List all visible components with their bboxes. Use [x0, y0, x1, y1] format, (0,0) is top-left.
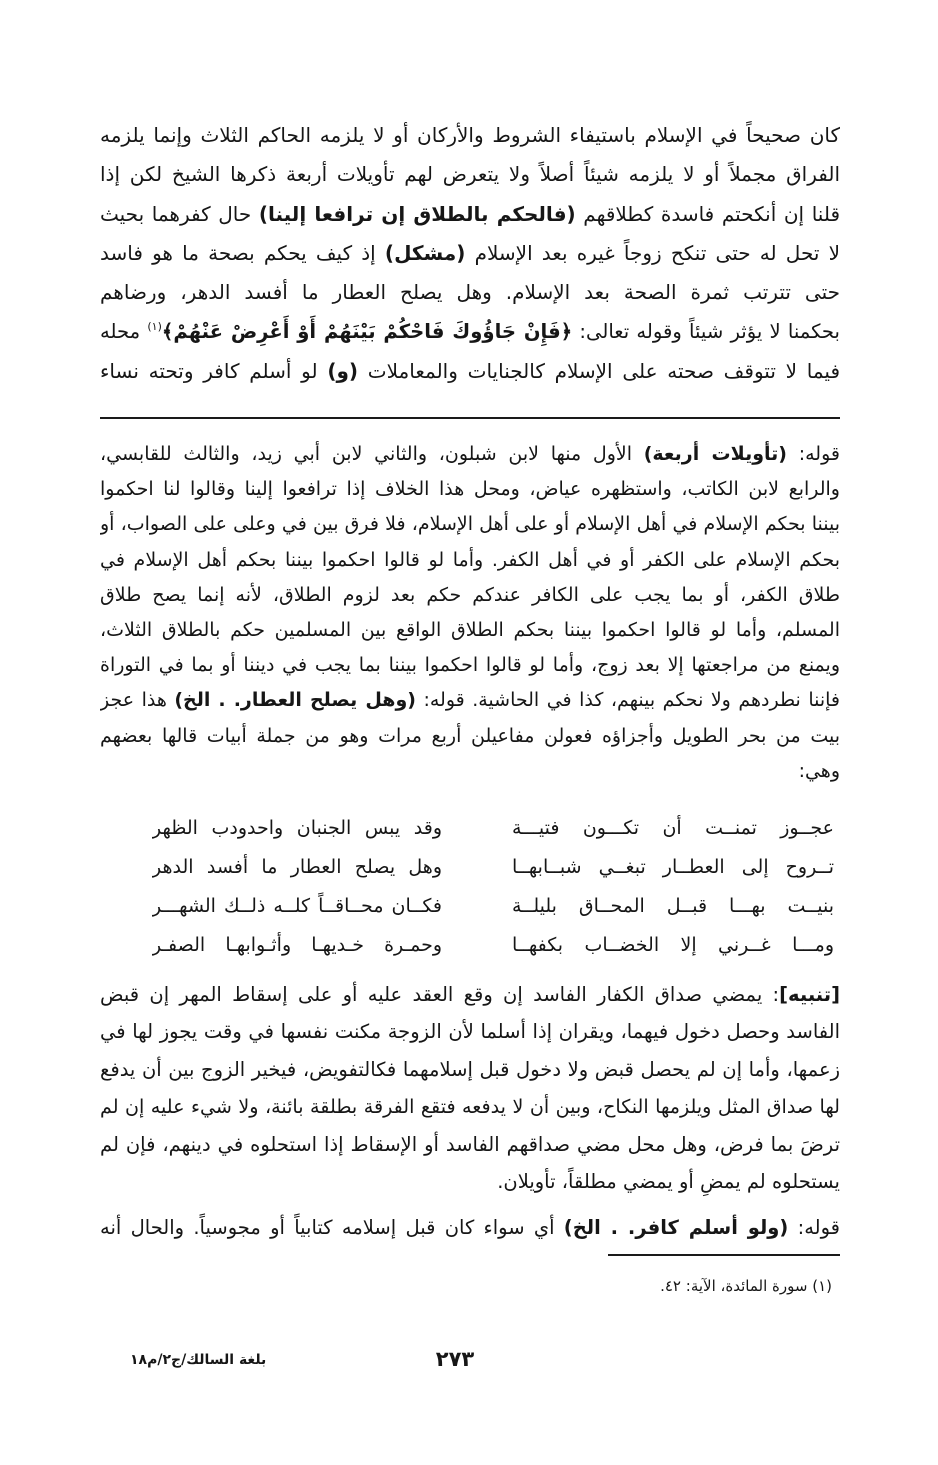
- footnote: (١) سورة المائدة، الآية: ٤٢.: [660, 1277, 832, 1295]
- text-segment: إذ كيف يحكم بصحة ما هو فاسد: [100, 240, 385, 265]
- main-text-line: الفراق مجملاً أو لا يلزمه شيئاً أصلاً ولا يتعرض لهم تأويلات أربعة ذكرها الشيخ لكن إذا: [100, 162, 840, 187]
- tanbih-paragraph: [100, 976, 840, 1200]
- text-segment: لا تحل له حتى تنكح زوجاً غيره بعد الإسلام: [465, 240, 840, 265]
- text-segment: هذا عجز: [100, 689, 175, 712]
- poem-sadr: ومـــا غــرني إلا الخضــاب بكفهــا: [512, 934, 834, 956]
- text-segment: بحكمنا لا يؤثر شيئاً وقوله تعالى:: [572, 320, 840, 344]
- text-segment: الأول منها لابن شبلون، والثاني لابن أبي زيد، والثالث للقابسي،: [100, 443, 644, 465]
- tanbih-line: زعمها، وأما إن لم يحصل قبض ولا دخول قبل إسلامهما فكالتفويض، فيخير الزوج بين أن يدفع: [100, 1057, 840, 1081]
- commentary-line: [100, 683, 840, 718]
- poem-sadr: تــروح إلى العطــار تبغــي شبــابهــا: [512, 856, 834, 878]
- poem-ajz: وقد يبس الجنبان واحدودب الظهر: [152, 817, 442, 839]
- text-segment: فيما لا تتوقف صحته على الإسلام كالجنايات والمعاملات: [358, 358, 840, 383]
- commentary: [100, 437, 840, 789]
- poem-first-hemistichs: [512, 809, 834, 965]
- tanbih-line: لها صداق المثل ويلزمها النكاح، وبين أن لا يدفعه فتقع الفرقة بطلقة بائنة، ولا شيء عليه إن لم: [100, 1095, 840, 1119]
- commentary-line: [100, 1210, 840, 1246]
- commentary-line: بيت من بحر الطويل وأجزاؤه فعولن مفاعيلن أربع مرات وهو من جملة أبيات قالها بعضهم: [100, 724, 840, 747]
- section-divider: [100, 417, 840, 419]
- poem-ajz: فكــان محــاقــاً كلــه ذلــك الشهـــر: [152, 895, 442, 917]
- main-text-line: [100, 312, 840, 351]
- commentary-line: بحكم الإسلام على الكفر أو في أهل الكفر. وأما لو قالوا احكموا بيننا بحكم أهل الإسلام في: [100, 548, 840, 571]
- poem-sadr: بنيــت بهـــا قبــل المحــاق بليلــة: [512, 895, 834, 917]
- main-text-line: [100, 195, 840, 234]
- text-segment: قلنا إن أنكحتم فاسدة كطلاقهم: [575, 201, 840, 226]
- text-segment: : يمضي صداق الكفار الفاسد إن وقع العقد عليه أو على إسقاط المهر إن قبض: [100, 983, 780, 1006]
- commentary-continuation: [100, 1210, 840, 1246]
- tanbih-line: ترضَ بما فرض، وهل محل مضي صداقهم الفاسد أو الإسقاط إذا استحلوه في دينهم، فإن لم: [100, 1132, 840, 1156]
- text-segment: قوله:: [786, 443, 840, 465]
- text-segment: قوله:: [788, 1216, 840, 1239]
- bold-matn-quote: (مشكل): [384, 240, 466, 265]
- footnote-marker: (١): [147, 320, 162, 334]
- bold-matn-quote: (فالحكم بالطلاق إن ترافعا إلينا): [258, 201, 576, 226]
- commentary-line: بيننا بحكم الإسلام في أهل الإسلام أو على أهل الإسلام، فلا فرق بين في وعلى على الصواب، أو: [100, 513, 840, 536]
- commentary-line: [100, 437, 840, 472]
- text-segment: حال كفرهما بحيث: [100, 201, 259, 226]
- text-segment: لو أسلم كافر وتحته نساء: [100, 358, 328, 383]
- commentary-line: ويمنع من مراجعتها إلا بعد زوج، وأما لو قالوا احكموا بيننا بما يجب في ديننا أو بما في التوراة: [100, 654, 840, 677]
- main-text: [100, 116, 840, 391]
- commentary-line: طلاق الكفر، أو بما يجب على الكافر عندكم حكم بعد لزوم الطلاق، لأنه إنما يصح طلاق: [100, 583, 840, 606]
- poem-ajz: وهل يصلح العطار ما أفسد الدهر: [152, 856, 442, 878]
- bold-matn-quote: (و): [327, 358, 359, 383]
- page-number: ٢٧٣: [435, 1347, 475, 1371]
- text-segment: أي سواء كان قبل إسلامه كتابياً أو مجوسياً. والحال أنه: [100, 1216, 564, 1239]
- commentary-line: المسلم، وأما لو قالوا احكموا بيننا بحكم الطلاق الواقع بين المسلمين حكم بالطلاق الثلاث،: [100, 618, 840, 641]
- poem-sadr: عجــوز تمنــت أن تكـــون فتيـــة: [512, 817, 834, 839]
- bold-matn-quote: (وهل يصلح العطار. . الخ): [174, 689, 416, 712]
- commentary-line: وهي:: [798, 759, 840, 782]
- tanbih-line: الفاسد وحصل دخول فيهما، ويقران إذا أسلما لأن الزوجة مكنت نفسها في وقت يجوز لها في: [100, 1020, 840, 1044]
- tanbih-line: [100, 976, 840, 1013]
- poem-ajz: وحمـرة خـديهـا وأثـوابهـا الصفـر: [152, 934, 442, 956]
- quran-verse: ﴿فَإِنْ جَاؤُوكَ فَاحْكُمْ بَيْنَهُمْ أَوْ أَعْرِضْ عَنْهُمْ﴾: [161, 320, 573, 344]
- tanbih-heading: [تنبيه]: [779, 983, 840, 1006]
- main-text-line: كان صحيحاً في الإسلام باستيفاء الشروط والأركان أو لا يلزمه الحاكم الثلاث وإنما يلزمه: [100, 123, 840, 147]
- book-signature: بلغة السالك/ج٢/م١٨: [130, 1352, 267, 1368]
- commentary-line: والرابع لابن الكاتب، واستظهره عياض، ومحل هذا الخلاف إذا ترافعوا إلينا وقالوا لنا احكموا: [100, 478, 840, 501]
- text-segment: فإننا نطردهم ولا نحكم بينهم، كذا في الحاشية. قوله:: [415, 689, 840, 712]
- footnote-divider: [608, 1254, 840, 1256]
- poem-second-hemistichs: [152, 809, 442, 965]
- text-segment: محله: [100, 320, 148, 344]
- main-text-line: [100, 234, 840, 273]
- main-text-line: حتى تترتب ثمرة الصحة بعد الإسلام. وهل يصلح العطار ما أفسد الدهر، ورضاهم: [100, 280, 840, 305]
- tanbih-line: يستحلوه لم يمضِ أو يمضي مطلقاً، تأويلان.: [497, 1169, 840, 1193]
- bold-matn-quote: (تأويلات أربعة): [643, 443, 787, 465]
- bold-matn-quote: (ولو أسلم كافر. . الخ): [563, 1216, 789, 1239]
- main-text-line: [100, 352, 840, 391]
